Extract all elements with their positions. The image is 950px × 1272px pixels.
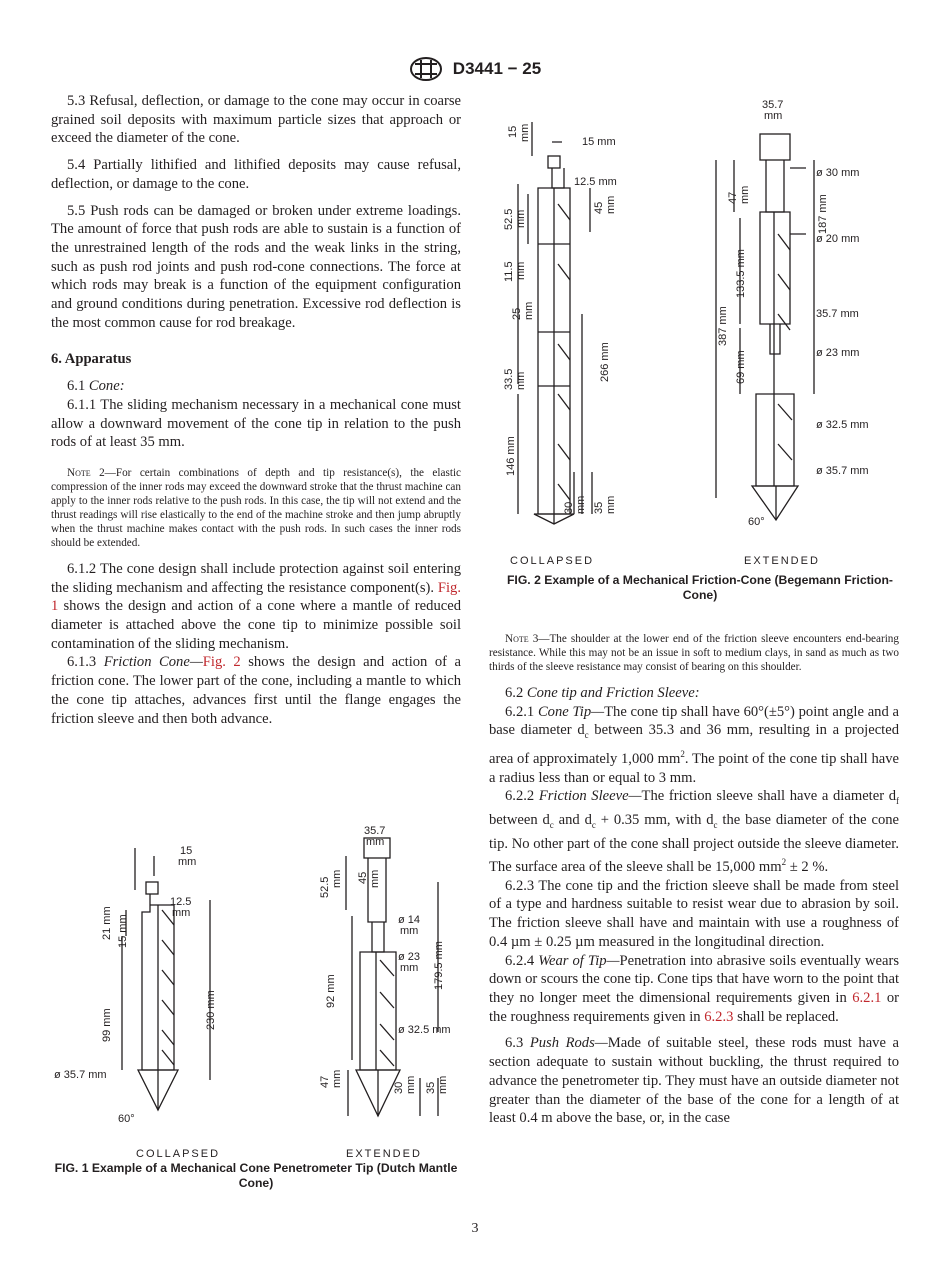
svg-text:12.5 mm: 12.5 mm xyxy=(574,176,617,188)
svg-text:47: 47 xyxy=(319,1075,331,1088)
svg-text:mm: mm xyxy=(515,261,527,280)
para-6-2-1: 6.2.1 Cone Tip—The cone tip shall have 60°(±5°) point angle and a base diameter $d_c$ between 35.3 and 36 mm, resulting in a projected area of approximately 1,000 $mm^2$. The point of the cone tip shall have a radius less than or equal to 3 mm. xyxy=(489,703,900,786)
svg-text:mm: mm xyxy=(400,925,419,937)
svg-text:mm: mm xyxy=(519,123,531,142)
para-5-3: 5.3 Refusal, deflection, or damage to the cone may occur in coarse grained soil deposits with maximum particle sizes that approach or exceed the diameter of the cone. xyxy=(51,93,461,147)
svg-text:230 mm: 230 mm xyxy=(205,990,217,1030)
svg-text:11.5: 11.5 xyxy=(503,261,515,282)
svg-text:60°: 60° xyxy=(748,516,765,528)
para-5-4: 5.4 Partially lithified and lithified deposits may cause refusal, deflection, or damage to the cone. xyxy=(51,157,461,192)
standard-code: D3441 − 25 xyxy=(452,59,542,78)
figure-2-drawing xyxy=(490,94,910,574)
fig2-link[interactable]: Fig. 2 xyxy=(202,654,241,671)
svg-text:COLLAPSED: COLLAPSED xyxy=(510,555,595,567)
svg-text:ø 35.7 mm: ø 35.7 mm xyxy=(54,1069,107,1081)
svg-text:12.5: 12.5 xyxy=(170,896,192,908)
svg-text:52.5: 52.5 xyxy=(503,208,515,230)
figure-1-drawing xyxy=(50,820,470,1160)
svg-text:mm: mm xyxy=(400,962,419,974)
svg-text:15 mm: 15 mm xyxy=(582,136,616,148)
section-heading-apparatus: 6. Apparatus xyxy=(51,351,132,368)
svg-text:33.5: 33.5 xyxy=(503,368,515,390)
svg-text:387 mm: 387 mm xyxy=(717,306,729,346)
para-6-2-3: 6.2.3 The cone tip and the friction sleeve shall be made from steel of a type and hardness suitable to resist wear due to abrasion by soil. The friction sleeve shall have and maintain with use a roughness of 0.4 µm ± 0.25 µm measured in the longitudinal direction. xyxy=(489,877,899,950)
svg-text:146 mm: 146 mm xyxy=(505,436,517,476)
astm-logo-icon xyxy=(409,56,443,82)
left-column xyxy=(51,92,461,736)
svg-text:266 mm: 266 mm xyxy=(599,342,611,382)
svg-text:COLLAPSED: COLLAPSED xyxy=(136,1148,221,1160)
para-5-5: 5.5 Push rods can be damaged or broken under extreme loadings. The amount of force that push rods are able to sustain is a function of the unrestrained length of the rods and the weak links in the string, such as push rod joints and push rod-cone connections. The force at which rods may break is a function of the equipment configuration and ground conditions during penetration. Excessive rod deflection is the most common cause for rod breakage. xyxy=(51,202,461,331)
svg-text:35: 35 xyxy=(425,1081,437,1094)
svg-text:15 mm: 15 mm xyxy=(117,914,129,948)
figure-1 xyxy=(50,820,470,1160)
note-3: Note 3—The shoulder at the lower end of the friction sleeve encounters end-bearing resistance. While this may not be an issue in soft to medium clays, in sand as much as two thirds of the sleeve resistance may consist of bearing on this shoulder. xyxy=(489,633,899,673)
figure-2 xyxy=(490,94,910,574)
svg-text:92 mm: 92 mm xyxy=(325,974,337,1008)
svg-text:30: 30 xyxy=(563,501,575,514)
svg-text:mm: mm xyxy=(437,1075,449,1094)
svg-text:35: 35 xyxy=(593,501,605,514)
svg-text:ø 32.5 mm: ø 32.5 mm xyxy=(398,1024,451,1036)
svg-text:mm: mm xyxy=(172,907,191,919)
svg-text:ø 32.5 mm: ø 32.5 mm xyxy=(816,419,869,431)
svg-text:25: 25 xyxy=(511,307,523,320)
svg-text:ø 23: ø 23 xyxy=(398,951,421,963)
svg-text:ø 23 mm: ø 23 mm xyxy=(816,347,860,359)
figure-1-caption: FIG. 1 Example of a Mechanical Cone Penetrometer Tip (Dutch Mantle Cone) xyxy=(54,1161,458,1190)
svg-text:mm: mm xyxy=(405,1075,417,1094)
note-2: Note 2—For certain combinations of depth and tip resistance(s), the elastic compression of the inner rods may exceed the downward stroke that the thrust machine can apply to the inner rods relative to the push rods. In this case, the tip will not extend and the thrust readings will rise elastically to the end of the machine stroke and then jump abruptly when the thrust machine makes contact with the push rods. In such cases the inner rods should be extended. xyxy=(51,466,462,549)
para-6-3: 6.3 Push Rods—Made of suitable steel, these rods must have a section adequate to sustain without buckling, the thrust required to advance the penetrometer tip. They must have an outside diameter not greater than the diameter of the base of the cone for a length of at least 0.4 m above the base, or, in the case xyxy=(489,1035,899,1127)
svg-text:mm: mm xyxy=(764,110,783,122)
svg-text:mm: mm xyxy=(605,495,617,514)
svg-text:35.7 mm: 35.7 mm xyxy=(816,308,859,320)
svg-text:179.5 mm: 179.5 mm xyxy=(433,941,445,990)
svg-text:mm: mm xyxy=(515,209,527,228)
svg-text:15: 15 xyxy=(507,125,519,138)
svg-text:mm: mm xyxy=(331,1069,343,1088)
svg-text:mm: mm xyxy=(523,301,535,320)
svg-text:ø 35.7 mm: ø 35.7 mm xyxy=(816,465,869,477)
svg-text:mm: mm xyxy=(515,371,527,390)
svg-text:EXTENDED: EXTENDED xyxy=(744,555,820,567)
svg-text:ø 14: ø 14 xyxy=(398,914,421,926)
para-6-1-2: 6.1.2 The cone design shall include protection against soil entering the sliding mechanism and affecting the resistance component(s). Fig. 1 shows the design and action of a cone where a mantle of reduced diameter is attached above the cone tip to minimize possible soil contamination of the sliding mechanism. xyxy=(51,560,462,652)
svg-text:45: 45 xyxy=(593,201,605,214)
page-number: 3 xyxy=(471,1221,479,1236)
page-header xyxy=(0,56,950,82)
svg-text:35.7: 35.7 xyxy=(762,99,784,111)
svg-text:mm: mm xyxy=(178,856,197,868)
svg-text:99 mm: 99 mm xyxy=(101,1008,113,1042)
svg-text:ø 30 mm: ø 30 mm xyxy=(816,167,860,179)
svg-text:mm: mm xyxy=(366,836,385,848)
para-6-1-3: 6.1.3 Friction Cone—Fig. 2 shows the design and action of a friction cone. The lower part of the cone, including a mantle to which the cone tip attaches, advances first until the flange engages the friction sleeve and then both advance. xyxy=(51,654,461,727)
svg-text:mm: mm xyxy=(739,185,751,204)
svg-text:mm: mm xyxy=(575,495,587,514)
svg-text:69 mm: 69 mm xyxy=(735,350,747,384)
svg-text:EXTENDED: EXTENDED xyxy=(346,1148,422,1160)
svg-text:47: 47 xyxy=(727,191,739,204)
svg-text:mm: mm xyxy=(369,869,381,888)
link-6-2-3[interactable]: 6.2.3 xyxy=(704,1008,734,1025)
svg-text:15: 15 xyxy=(180,845,193,857)
para-6-2-4: 6.2.4 Wear of Tip—Penetration into abrasive soils eventually wears down or scours the cone tip. Cone tips that have worn to the point that they no longer meet the dimensional requirements given in 6.2.1 or the roughness requirements given in 6.2.3 shall be replaced. xyxy=(489,952,900,1025)
svg-text:60°: 60° xyxy=(118,1113,135,1125)
right-column xyxy=(489,628,899,1136)
para-6-2: 6.2 Cone tip and Friction Sleeve: xyxy=(505,685,700,701)
svg-text:45: 45 xyxy=(357,871,369,884)
svg-text:mm: mm xyxy=(605,195,617,214)
svg-text:187 mm: 187 mm xyxy=(817,194,829,234)
para-6-2-2: 6.2.2 Friction Sleeve—The friction sleeve shall have a diameter $d_f$ between $d_c$ and $d_c + 0.35$ mm, with $d_c$ the base diameter of the cone tip. No other part of the cone shall project outside the sleeve diameter. The surface area of the sleeve shall be 15,000 $mm^2 \pm 2$ %. xyxy=(489,788,900,876)
svg-text:35.7: 35.7 xyxy=(364,825,386,837)
para-6-1-1: 6.1.1 The sliding mechanism necessary in a mechanical cone must allow a downward movement of the cone tip in relation to the push rods of at least 35 mm. xyxy=(51,396,461,451)
svg-text:21 mm: 21 mm xyxy=(101,906,113,940)
svg-text:mm: mm xyxy=(331,869,343,888)
fig1-link[interactable]: Fig. 1 xyxy=(51,579,462,615)
svg-text:133.5 mm: 133.5 mm xyxy=(735,249,747,298)
figure-2-caption: FIG. 2 Example of a Mechanical Friction-Cone (Begemann Friction-Cone) xyxy=(506,573,893,602)
para-6-1: 6.1 Cone: xyxy=(67,378,125,395)
svg-text:ø 20 mm: ø 20 mm xyxy=(816,233,860,245)
link-6-2-1[interactable]: 6.2.1 xyxy=(852,989,882,1006)
svg-text:52.5: 52.5 xyxy=(319,876,331,898)
svg-text:30: 30 xyxy=(393,1081,405,1094)
